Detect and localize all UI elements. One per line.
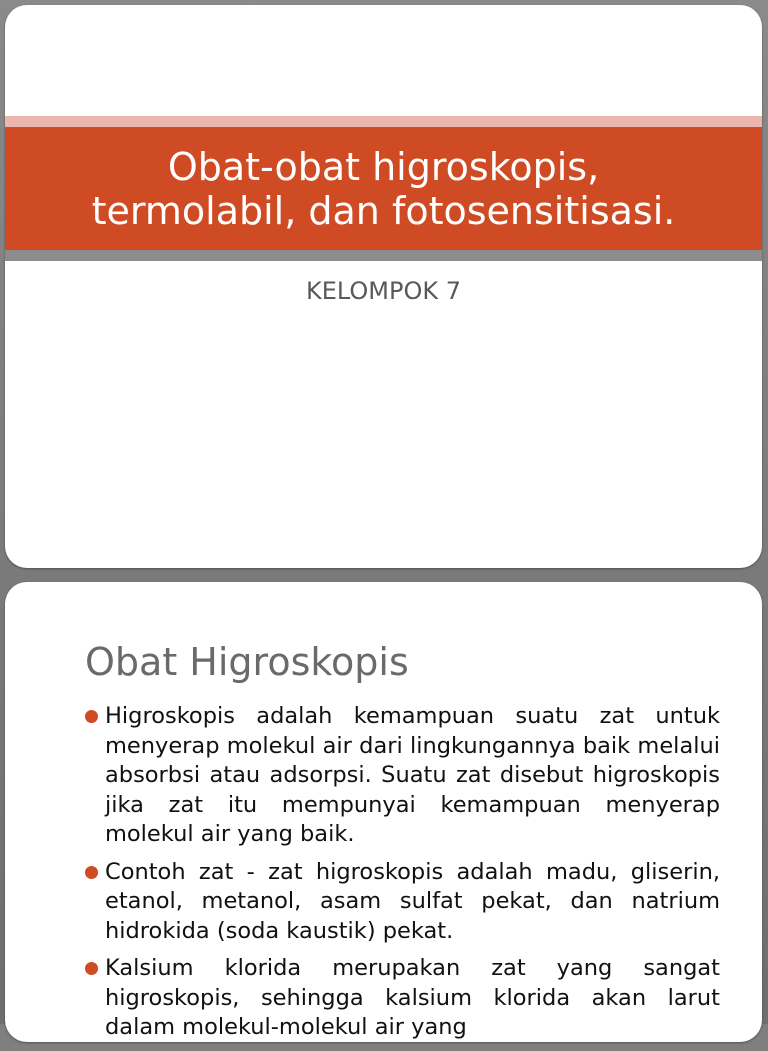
title-top-band: [5, 116, 762, 127]
bullet-item: [85, 858, 720, 947]
slide-heading: Obat Higroskopis: [85, 640, 409, 684]
bullet-item: [85, 702, 720, 850]
title-band: [5, 127, 762, 250]
bullet-dot-icon: [85, 866, 98, 879]
bullet-text: Contoh zat - zat higroskopis adalah madu, gliserin, etanol, metanol, asam sulfat pekat, dan natrium hidrokida (soda kaustik) pekat.: [105, 858, 720, 944]
bullet-text: Kalsium klorida merupakan zat yang sangat higroskopis, sehingga kalsium klorida akan larut dalam molekul-molekul air yang: [105, 955, 720, 1040]
bullet-text: Higroskopis adalah kemampuan suatu zat untuk menyerap molekul air dari lingkungannya baik melalui absorbsi atau adsorpsi. Suatu zat disebut higroskopis jika zat itu mempunyai kemampuan menyerap molekul air yang baik.: [105, 703, 720, 847]
bullet-dot-icon: [85, 962, 98, 975]
title-slide[interactable]: [5, 5, 762, 568]
slide-subtitle: KELOMPOK 7: [305, 277, 461, 305]
title-bottom-band: [5, 250, 762, 261]
bullet-dot-icon: [85, 710, 98, 723]
bullet-item: [85, 954, 720, 1043]
content-slide[interactable]: [5, 582, 762, 1042]
slide-title: Obat-obat higroskopis, termolabil, dan fotosensitisasi.: [91, 144, 676, 233]
bullet-list: [85, 702, 720, 1051]
